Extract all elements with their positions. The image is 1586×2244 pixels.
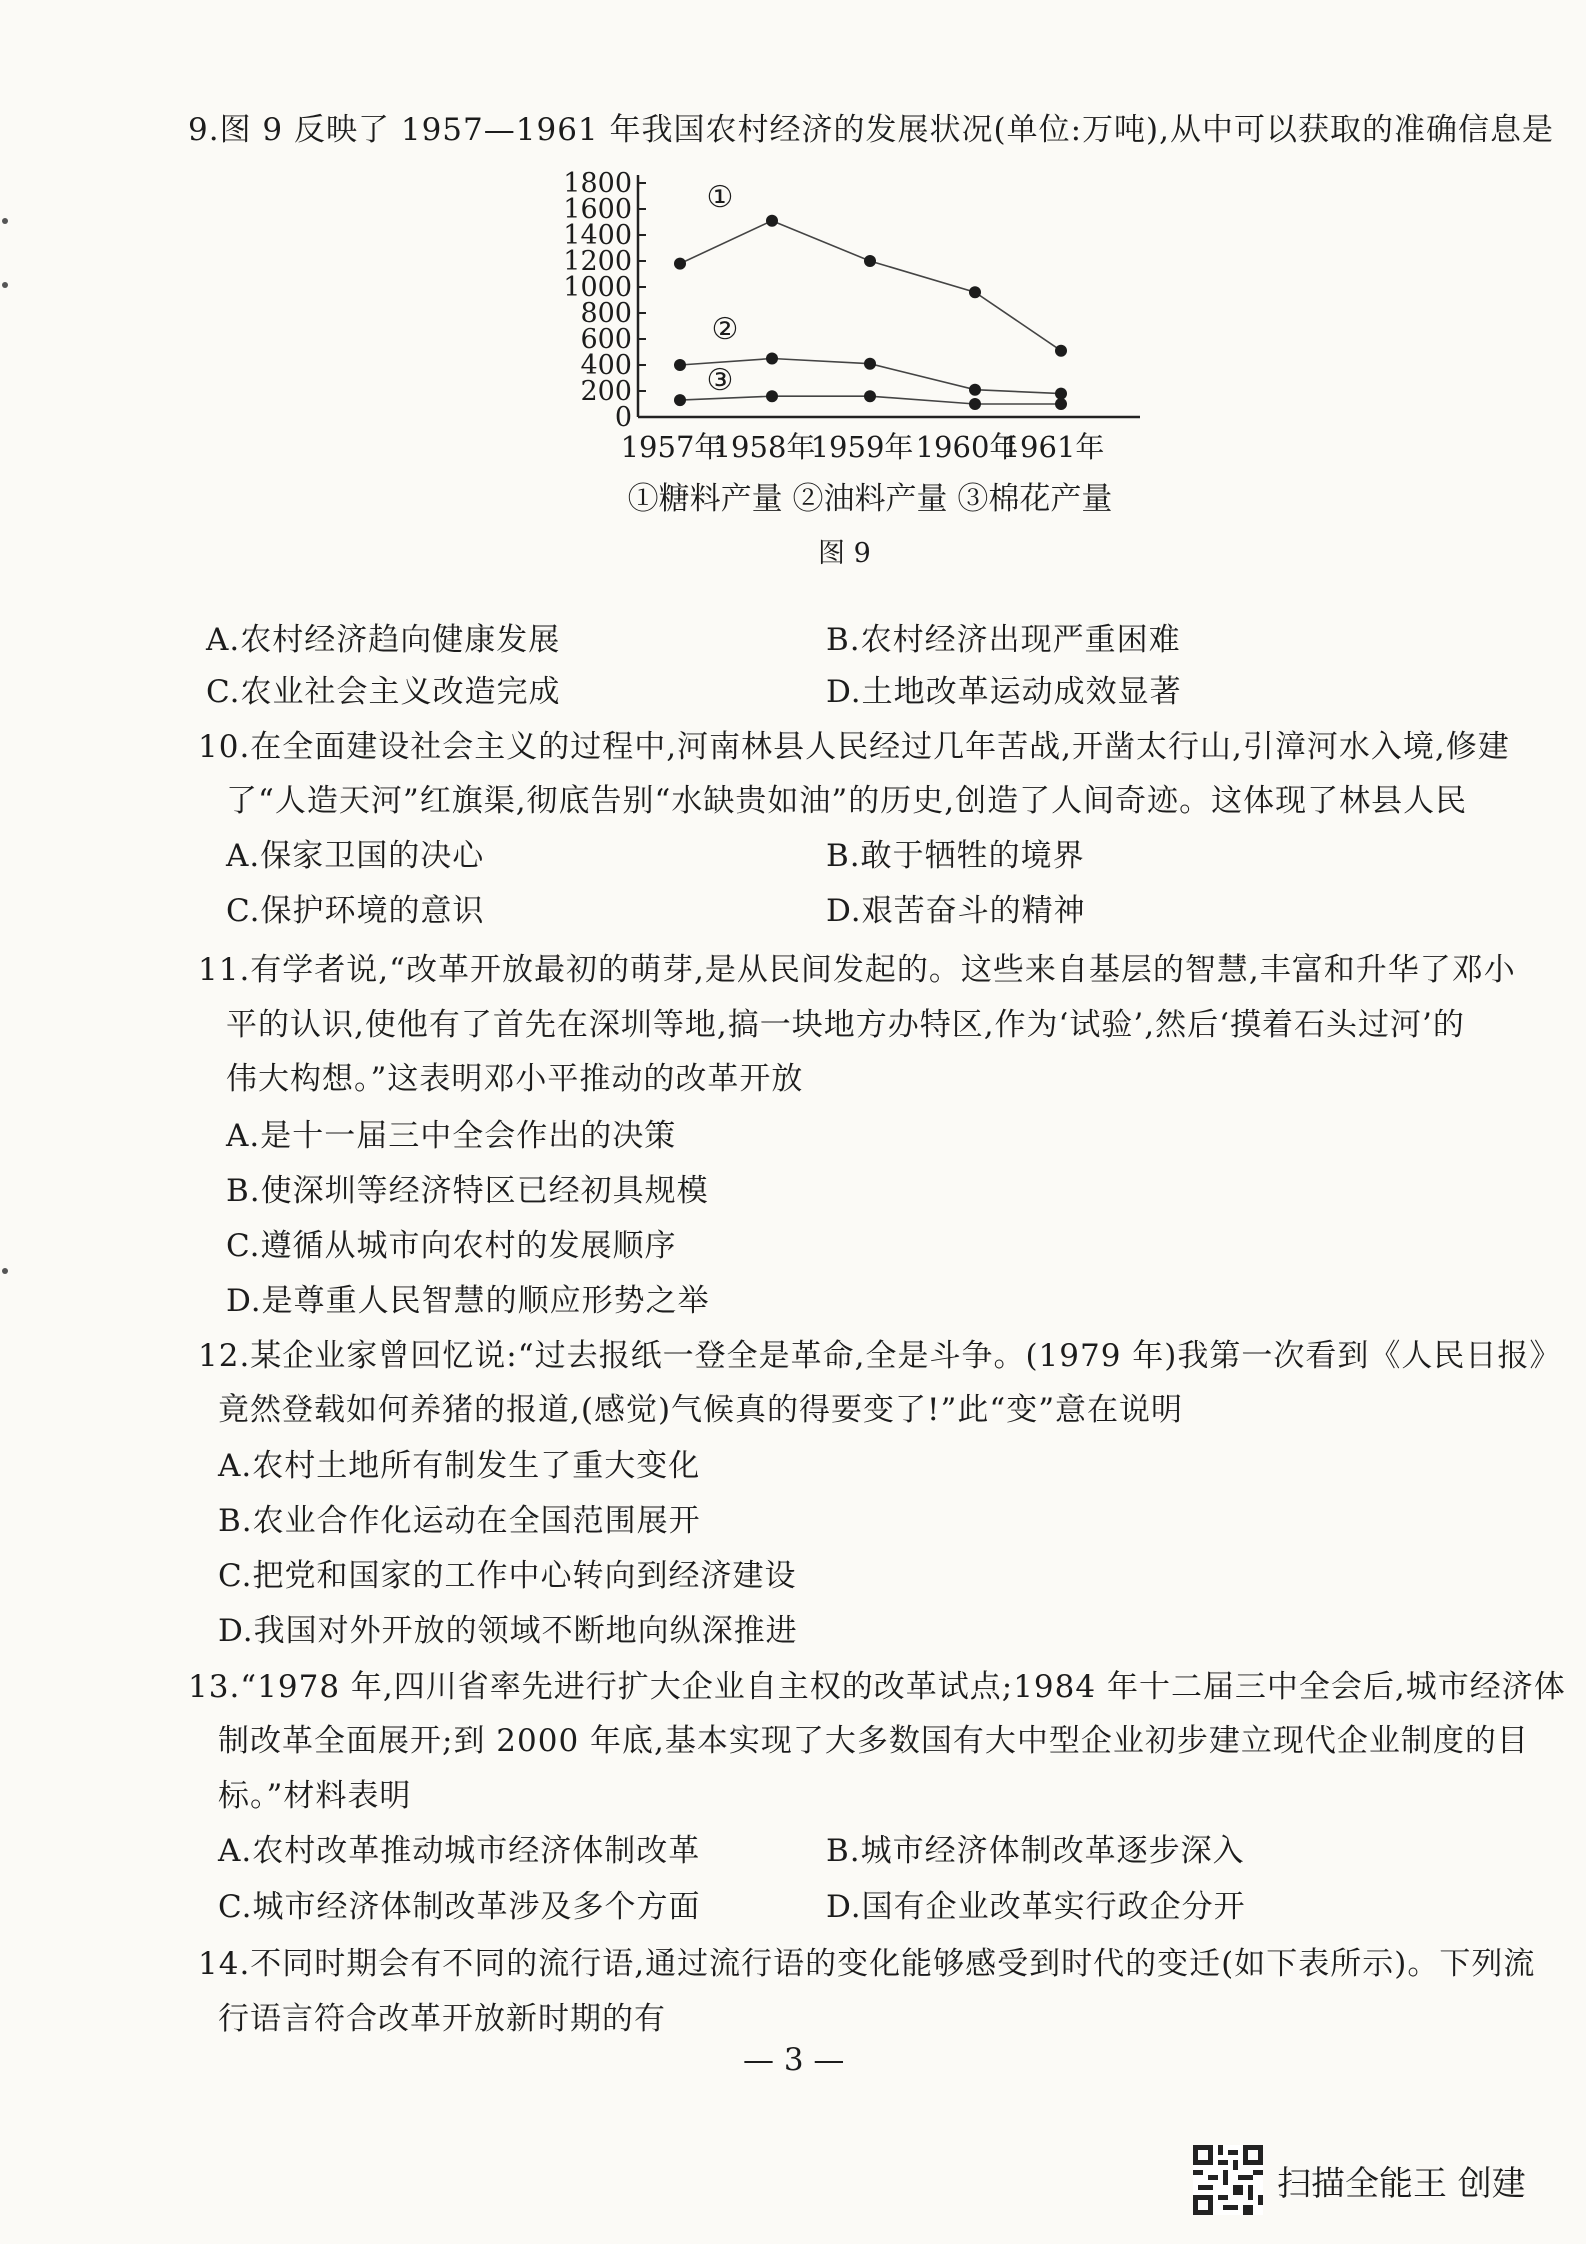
q12-option-b[interactable]: B.农业合作化运动在全国范围展开 [218,1503,701,1539]
qr-code-icon [1193,2145,1263,2215]
data-point [864,358,876,370]
q10-stem-line-1: 10.在全面建设社会主义的过程中,河南林县人民经过几年苦战,开凿太行山,引漳河水入境,修建 [198,729,1510,765]
q13-option-a[interactable]: A.农村改革推动城市经济体制改革 [218,1833,701,1869]
data-point [864,255,876,267]
data-point [766,390,778,402]
q10-option-a[interactable]: A.保家卫国的决心 [226,838,485,874]
q13-option-d[interactable]: D.国有企业改革实行政企分开 [826,1889,1246,1925]
x-tick-label: 1959年 [810,430,914,464]
y-tick-label: 600 [580,324,632,355]
scan-edge-mark [2,282,8,288]
x-tick-label: 1961年 [1001,430,1105,464]
y-tick-label: 1600 [563,194,632,225]
q10-option-d[interactable]: D.艰苦奋斗的精神 [826,893,1086,929]
x-tick-label: 1960年 [915,430,1019,464]
data-point [1055,388,1067,400]
q10-option-c[interactable]: C.保护环境的意识 [226,893,485,929]
q9-option-c[interactable]: C.农业社会主义改造完成 [206,674,561,710]
q9-stem: 9.图 9 反映了 1957—1961 年我国农村经济的发展状况(单位:万吨),从中可以获取的准确信息是 [188,112,1554,148]
page-number: — 3 — [743,2042,845,2078]
series-marker-label: ① [706,180,734,216]
q11-option-b[interactable]: B.使深圳等经济特区已经初具规模 [226,1173,709,1209]
q12-stem-line-1: 12.某企业家曾回忆说:“过去报纸一登全是革命,全是斗争。(1979 年)我第一次看到《人民日报》 [198,1338,1562,1374]
scanner-watermark [1193,2145,1526,2215]
q13-stem-line-1: 13.“1978 年,四川省率先进行扩大企业自主权的改革试点;1984 年十二届三中全会后,城市经济体 [188,1669,1566,1705]
y-tick-label: 1800 [563,168,632,199]
scan-edge-mark [2,1268,8,1274]
q12-option-a[interactable]: A.农村土地所有制发生了重大变化 [218,1448,701,1484]
q11-stem-line-2: 平的认识,使他有了首先在深圳等地,搞一块地方办特区,作为‘试验’,然后‘摸着石头过河’的 [226,1007,1465,1043]
figure-9-caption: 图 9 [818,538,871,569]
y-tick-label: 1200 [563,246,632,277]
y-tick-label: 200 [580,376,632,407]
x-tick-label: 1957年 [620,430,724,464]
data-point [969,398,981,410]
q12-option-d[interactable]: D.我国对外开放的领域不断地向纵深推进 [218,1613,798,1649]
q13-option-c[interactable]: C.城市经济体制改革涉及多个方面 [218,1889,701,1925]
y-tick-label: 1000 [563,272,632,303]
q10-stem-line-2: 了“人造天河”红旗渠,彻底告别“水缺贵如油”的历史,创造了人间奇迹。这体现了林县人民 [226,783,1468,819]
q11-option-c[interactable]: C.遵循从城市向农村的发展顺序 [226,1228,677,1264]
data-point [1055,345,1067,357]
series-marker-label: ② [711,311,739,347]
q11-stem-line-3: 伟大构想。”这表明邓小平推动的改革开放 [226,1061,804,1097]
q13-stem-line-2: 制改革全面展开;到 2000 年底,基本实现了大多数国有大中型企业初步建立现代企业制度的目 [218,1723,1529,1759]
watermark-text: 扫描全能王 创建 [1277,2163,1526,2204]
q14-stem-line-2: 行语言符合改革开放新时期的有 [218,2001,666,2037]
q11-stem-line-1: 11.有学者说,“改革开放最初的萌芽,是从民间发起的。这些来自基层的智慧,丰富和升华了邓小 [198,952,1516,988]
q9-option-b[interactable]: B.农村经济出现严重困难 [826,622,1181,658]
q9-option-a[interactable]: A.农村经济趋向健康发展 [206,622,561,658]
data-point [674,258,686,270]
data-point [674,359,686,371]
y-tick-label: 0 [614,402,632,433]
y-tick-label: 1400 [563,220,632,251]
figure-9-line-chart [550,165,1150,530]
data-point [1055,398,1067,410]
series-marker-label: ③ [706,363,734,399]
x-tick-label: 1958年 [712,430,816,464]
data-point [969,384,981,396]
q12-option-c[interactable]: C.把党和国家的工作中心转向到经济建设 [218,1558,797,1594]
y-tick-label: 800 [580,298,632,329]
data-point [864,390,876,402]
data-point [766,353,778,365]
q12-stem-line-2: 竟然登载如何养猪的报道,(感觉)气候真的得要变了!”此“变”意在说明 [218,1392,1184,1428]
data-point [766,215,778,227]
q14-stem-line-1: 14.不同时期会有不同的流行语,通过流行语的变化能够感受到时代的变迁(如下表所示)。下列流 [198,1946,1536,1982]
q11-option-a[interactable]: A.是十一届三中全会作出的决策 [226,1118,677,1154]
scan-edge-mark [2,218,8,224]
q13-stem-line-3: 标。”材料表明 [218,1778,412,1814]
q9-option-d[interactable]: D.土地改革运动成效显著 [826,674,1182,710]
chart-legend: ①糖料产量 ②油料产量 ③棉花产量 [627,481,1113,517]
y-tick-label: 400 [580,350,632,381]
q11-option-d[interactable]: D.是尊重人民智慧的顺应形势之举 [226,1283,710,1319]
data-point [674,394,686,406]
data-point [969,286,981,298]
q13-option-b[interactable]: B.城市经济体制改革逐步深入 [826,1833,1245,1869]
q10-option-b[interactable]: B.敢于牺牲的境界 [826,838,1085,874]
